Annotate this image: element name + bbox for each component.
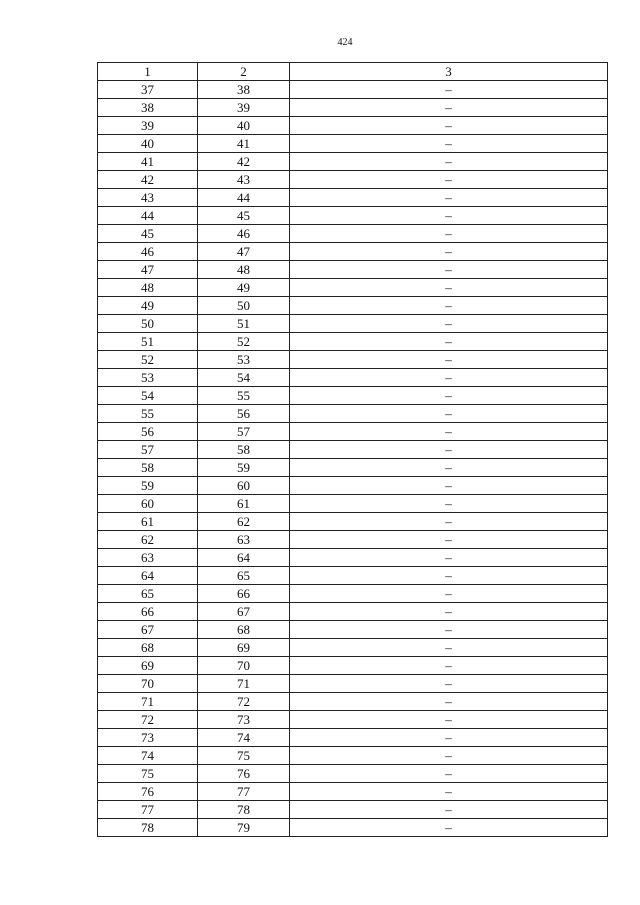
cell-col-2: 71 [198,675,290,693]
cell-col-3: – [290,135,608,153]
table-row [98,567,608,585]
table-row [98,297,608,315]
cell-col-3: – [290,189,608,207]
cell-col-3: – [290,711,608,729]
table-row [98,405,608,423]
cell-col-3: – [290,315,608,333]
table-row [98,513,608,531]
cell-col-3: – [290,531,608,549]
cell-col-2: 62 [198,513,290,531]
cell-col-2: 49 [198,279,290,297]
cell-col-3: – [290,783,608,801]
cell-col-3: – [290,423,608,441]
cell-col-3: – [290,801,608,819]
table-row [98,675,608,693]
cell-col-3: – [290,207,608,225]
cell-col-2: 46 [198,225,290,243]
cell-col-1: 56 [98,423,198,441]
table-row [98,315,608,333]
table-row [98,387,608,405]
cell-col-2: 63 [198,531,290,549]
table-row [98,279,608,297]
cell-col-3: – [290,693,608,711]
table-row [98,801,608,819]
table-row [98,531,608,549]
table-row [98,765,608,783]
table-row [98,603,608,621]
cell-col-1: 45 [98,225,198,243]
cell-col-1: 61 [98,513,198,531]
cell-col-1: 65 [98,585,198,603]
cell-col-3: – [290,621,608,639]
cell-col-2: 55 [198,387,290,405]
cell-col-3: – [290,297,608,315]
table-row [98,423,608,441]
cell-col-2: 75 [198,747,290,765]
cell-col-1: 39 [98,117,198,135]
table-row [98,639,608,657]
cell-col-3: – [290,765,608,783]
column-header-2: 2 [198,63,290,81]
header-row [98,63,608,81]
table-row [98,783,608,801]
cell-col-3: – [290,747,608,765]
cell-col-2: 61 [198,495,290,513]
cell-col-1: 37 [98,81,198,99]
cell-col-2: 40 [198,117,290,135]
cell-col-2: 65 [198,567,290,585]
cell-col-3: – [290,675,608,693]
cell-col-3: – [290,243,608,261]
cell-col-2: 59 [198,459,290,477]
cell-col-1: 54 [98,387,198,405]
table-row [98,495,608,513]
cell-col-3: – [290,567,608,585]
cell-col-3: – [290,369,608,387]
cell-col-3: – [290,549,608,567]
cell-col-2: 48 [198,261,290,279]
cell-col-3: – [290,441,608,459]
table-row [98,657,608,675]
cell-col-1: 40 [98,135,198,153]
cell-col-2: 39 [198,99,290,117]
cell-col-1: 41 [98,153,198,171]
cell-col-2: 44 [198,189,290,207]
table-row [98,477,608,495]
table-row [98,369,608,387]
table-row [98,225,608,243]
cell-col-2: 73 [198,711,290,729]
cell-col-1: 53 [98,369,198,387]
table-row [98,207,608,225]
cell-col-3: – [290,639,608,657]
cell-col-1: 78 [98,819,198,837]
cell-col-1: 77 [98,801,198,819]
data-table [97,62,608,837]
table-row [98,549,608,567]
cell-col-2: 78 [198,801,290,819]
cell-col-1: 46 [98,243,198,261]
cell-col-1: 60 [98,495,198,513]
cell-col-1: 73 [98,729,198,747]
cell-col-2: 70 [198,657,290,675]
table-row [98,621,608,639]
cell-col-1: 51 [98,333,198,351]
table-row [98,459,608,477]
cell-col-2: 51 [198,315,290,333]
table-row [98,153,608,171]
table-row [98,819,608,837]
cell-col-1: 64 [98,567,198,585]
cell-col-3: – [290,585,608,603]
table-row [98,333,608,351]
cell-col-1: 67 [98,621,198,639]
cell-col-3: – [290,153,608,171]
cell-col-2: 57 [198,423,290,441]
cell-col-1: 55 [98,405,198,423]
cell-col-2: 76 [198,765,290,783]
table-row [98,171,608,189]
cell-col-3: – [290,351,608,369]
cell-col-1: 72 [98,711,198,729]
cell-col-3: – [290,279,608,297]
cell-col-3: – [290,819,608,837]
cell-col-3: – [290,387,608,405]
cell-col-3: – [290,729,608,747]
table-row [98,117,608,135]
cell-col-3: – [290,333,608,351]
cell-col-2: 77 [198,783,290,801]
cell-col-2: 52 [198,333,290,351]
table-row [98,729,608,747]
cell-col-2: 54 [198,369,290,387]
cell-col-1: 69 [98,657,198,675]
cell-col-3: – [290,477,608,495]
cell-col-1: 70 [98,675,198,693]
cell-col-3: – [290,405,608,423]
table-header [98,63,608,81]
cell-col-2: 74 [198,729,290,747]
cell-col-1: 38 [98,99,198,117]
cell-col-1: 48 [98,279,198,297]
cell-col-2: 50 [198,297,290,315]
cell-col-2: 67 [198,603,290,621]
table-body [98,81,608,837]
cell-col-2: 69 [198,639,290,657]
cell-col-3: – [290,225,608,243]
cell-col-3: – [290,99,608,117]
cell-col-2: 53 [198,351,290,369]
cell-col-2: 38 [198,81,290,99]
cell-col-2: 56 [198,405,290,423]
cell-col-3: – [290,171,608,189]
table-row [98,351,608,369]
cell-col-2: 58 [198,441,290,459]
cell-col-2: 72 [198,693,290,711]
cell-col-3: – [290,513,608,531]
table-row [98,189,608,207]
cell-col-1: 62 [98,531,198,549]
cell-col-2: 64 [198,549,290,567]
cell-col-1: 57 [98,441,198,459]
table-row [98,261,608,279]
cell-col-1: 75 [98,765,198,783]
cell-col-2: 68 [198,621,290,639]
cell-col-3: – [290,459,608,477]
cell-col-1: 49 [98,297,198,315]
column-header-1: 1 [98,63,198,81]
cell-col-1: 74 [98,747,198,765]
cell-col-3: – [290,81,608,99]
cell-col-1: 58 [98,459,198,477]
column-header-3: 3 [290,63,608,81]
table-row [98,693,608,711]
page-number: 424 [337,37,353,48]
cell-col-3: – [290,603,608,621]
cell-col-1: 68 [98,639,198,657]
cell-col-2: 43 [198,171,290,189]
table-row [98,81,608,99]
cell-col-1: 47 [98,261,198,279]
table-row [98,441,608,459]
table-row [98,243,608,261]
cell-col-3: – [290,261,608,279]
cell-col-2: 47 [198,243,290,261]
cell-col-2: 45 [198,207,290,225]
cell-col-1: 66 [98,603,198,621]
cell-col-3: – [290,117,608,135]
cell-col-1: 71 [98,693,198,711]
cell-col-2: 66 [198,585,290,603]
table-row [98,711,608,729]
cell-col-1: 63 [98,549,198,567]
table-row [98,135,608,153]
cell-col-1: 42 [98,171,198,189]
cell-col-2: 41 [198,135,290,153]
cell-col-1: 43 [98,189,198,207]
cell-col-1: 76 [98,783,198,801]
cell-col-3: – [290,495,608,513]
cell-col-1: 44 [98,207,198,225]
table-row [98,99,608,117]
cell-col-2: 79 [198,819,290,837]
table-row [98,585,608,603]
table-row [98,747,608,765]
cell-col-1: 59 [98,477,198,495]
cell-col-1: 50 [98,315,198,333]
cell-col-2: 42 [198,153,290,171]
cell-col-1: 52 [98,351,198,369]
cell-col-3: – [290,657,608,675]
cell-col-2: 60 [198,477,290,495]
